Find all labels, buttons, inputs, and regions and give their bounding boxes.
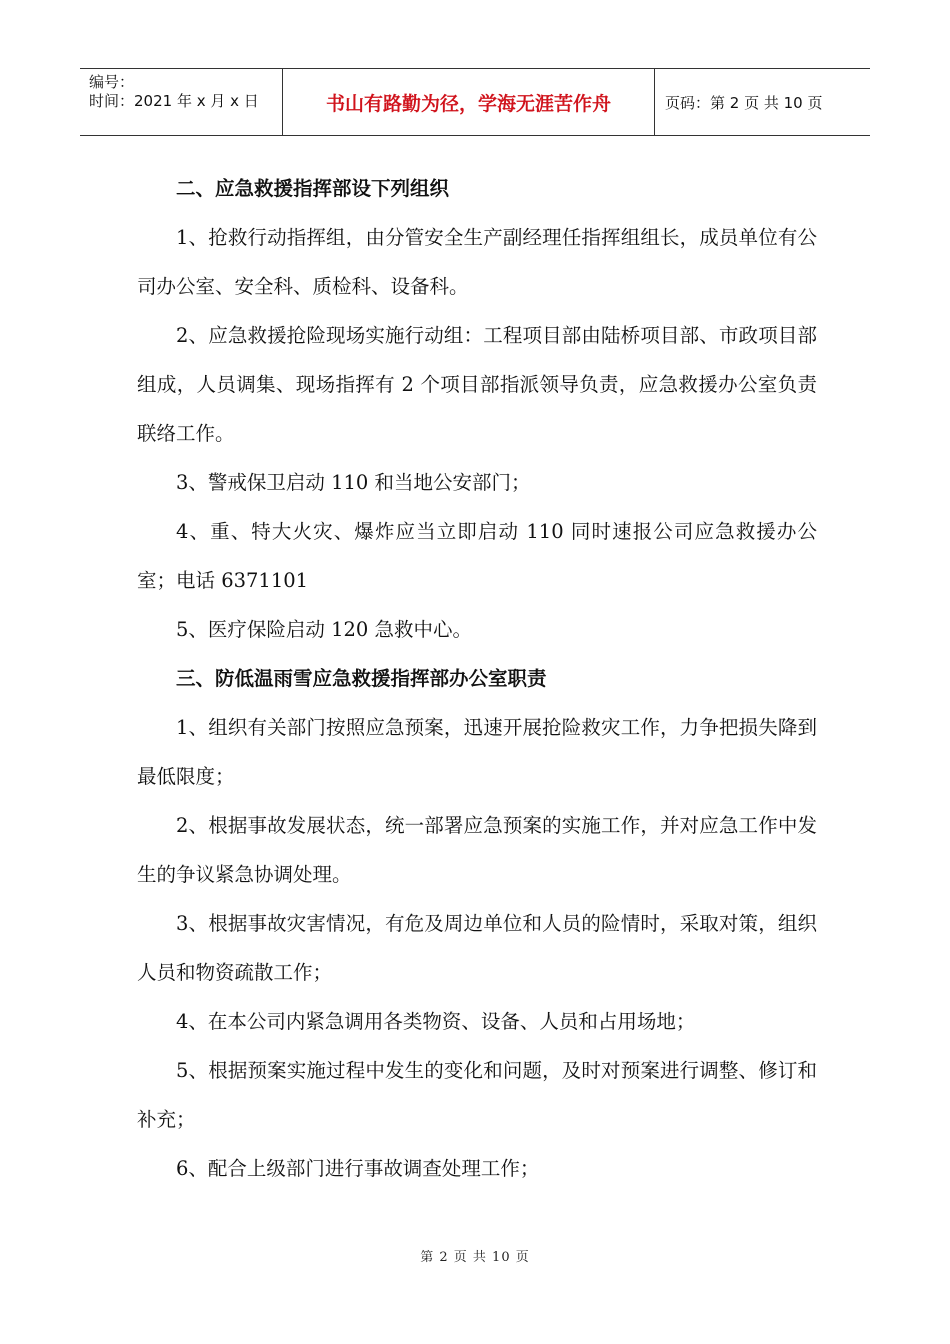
header-page-info: 页码：第 2 页 共 10 页 (665, 93, 823, 112)
paragraph: 6、配合上级部门进行事故调查处理工作； (176, 1157, 540, 1180)
paragraph: 2、根据事故发展状态，统一部署应急预案的实施工作，并对应急工作中发生的争议紧急协调处理。 (137, 814, 817, 886)
section-heading: 二、应急救援指挥部设下列组织 (176, 177, 450, 200)
paragraph: 1、抢救行动指挥组，由分管安全生产副经理任指挥组组长，成员单位有公司办公室、安全科、质检科、设备科。 (137, 226, 817, 298)
paragraph: 5、根据预案实施过程中发生的变化和问题，及时对预案进行调整、修订和补充； (137, 1059, 817, 1131)
paragraph: 5、医疗保险启动 120 急救中心。 (176, 618, 473, 641)
page-header (80, 68, 870, 136)
paragraph: 1、组织有关部门按照应急预案，迅速开展抢险救灾工作，力争把损失降到最低限度； (137, 716, 817, 788)
paragraph: 3、根据事故灾害情况，有危及周边单位和人员的险情时，采取对策，组织人员和物资疏散工作； (137, 912, 817, 984)
paragraph: 4、在本公司内紧急调用各类物资、设备、人员和占用场地； (176, 1010, 696, 1033)
document-number-label: 编号： (89, 73, 135, 91)
document-date: 时间：2021 年 x 月 x 日 (89, 92, 259, 110)
document-body (137, 164, 817, 1193)
paragraph: 4、重、特大火灾、爆炸应当立即启动 110 同时速报公司应急救援办公室；电话 6371101 (137, 520, 817, 592)
paragraph: 2、应急救援抢险现场实施行动组：工程项目部由陆桥项目部、市政项目部组成，人员调集、现场指挥有 2 个项目部指派领导负责，应急救援办公室负责联络工作。 (137, 324, 817, 445)
paragraph: 3、警戒保卫启动 110 和当地公安部门； (176, 471, 531, 494)
page-footer: 第 2 页 共 10 页 (420, 1250, 530, 1265)
header-motto: 书山有路勤为径，学海无涯苦作舟 (283, 69, 655, 135)
header-meta (80, 69, 283, 135)
section-heading: 三、防低温雨雪应急救援指挥部办公室职责 (176, 667, 547, 690)
